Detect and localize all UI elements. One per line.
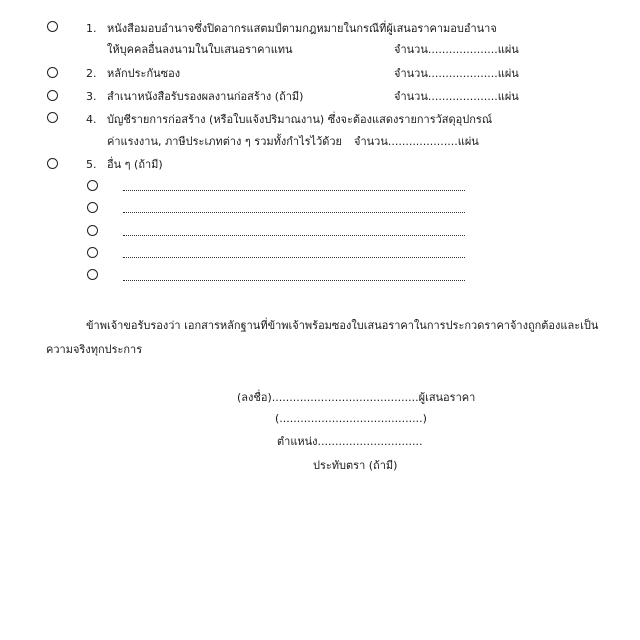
- checkbox-item-2[interactable]: [47, 67, 58, 78]
- item-4-number: 4.: [86, 113, 97, 126]
- certification-line1: ข้าพเจ้าขอรับรองว่า เอกสารหลักฐานที่ข้าพเจ้าพร้อมซองใบเสนอราคาในการประกวดราคาจ้างถูกต้องและเป็น: [86, 319, 599, 332]
- item-3-text: สำเนาหนังสือรับรองผลงานก่อสร้าง (ถ้ามี): [107, 90, 304, 103]
- signature-line: (ลงชื่อ)..........................................ผู้เสนอราคา: [237, 391, 476, 404]
- item-1-text-line2: ให้บุคคลอื่นลงนามในใบเสนอราคาแทน: [107, 43, 293, 56]
- item-2-quantity: จำนวน....................แผ่น: [394, 67, 519, 80]
- checkbox-other-2[interactable]: [87, 202, 98, 213]
- item-1-text-line1: หนังสือมอบอำนาจซึ่งปิดอากรแสตมป์ตามกฎหมายในกรณีที่ผู้เสนอราคามอบอำนาจ: [107, 22, 497, 35]
- item-4-text-line2: ค่าแรงงาน, ภาษีประเภทต่าง ๆ รวมทั้งกำไรไว้ด้วย: [107, 135, 343, 148]
- certification-line2: ความจริงทุกประการ: [46, 343, 143, 356]
- other-3-blank[interactable]: [123, 234, 465, 236]
- position-line: ตำแหน่ง..............................: [277, 435, 423, 448]
- item-4-text-line1: บัญชีรายการก่อสร้าง (หรือใบแจ้งปริมาณงาน) ซึ่งจะต้องแสดงรายการวัสดุอุปกรณ์: [107, 113, 493, 126]
- checkbox-other-5[interactable]: [87, 269, 98, 280]
- other-1-blank[interactable]: [123, 189, 465, 191]
- item-5-number: 5.: [86, 158, 97, 171]
- other-5-blank[interactable]: [123, 279, 465, 281]
- checkbox-item-4[interactable]: [47, 112, 58, 123]
- item-1-number: 1.: [86, 22, 97, 35]
- checkbox-item-3[interactable]: [47, 90, 58, 101]
- checkbox-other-1[interactable]: [87, 180, 98, 191]
- other-4-blank[interactable]: [123, 256, 465, 258]
- item-3-quantity: จำนวน....................แผ่น: [394, 90, 519, 103]
- other-2-blank[interactable]: [123, 211, 465, 213]
- item-2-text: หลักประกันซอง: [107, 67, 181, 80]
- checkbox-item-1[interactable]: [47, 21, 58, 32]
- item-4-quantity: จำนวน....................แผ่น: [354, 135, 479, 148]
- item-3-number: 3.: [86, 90, 97, 103]
- item-5-text: อื่น ๆ (ถ้ามี): [107, 158, 163, 171]
- checkbox-other-4[interactable]: [87, 247, 98, 258]
- signer-name-line: (.........................................): [275, 412, 427, 425]
- item-2-number: 2.: [86, 67, 97, 80]
- item-1-quantity: จำนวน....................แผ่น: [394, 43, 519, 56]
- seal-line: ประทับตรา (ถ้ามี): [313, 459, 398, 472]
- checkbox-item-5[interactable]: [47, 158, 58, 169]
- checkbox-other-3[interactable]: [87, 225, 98, 236]
